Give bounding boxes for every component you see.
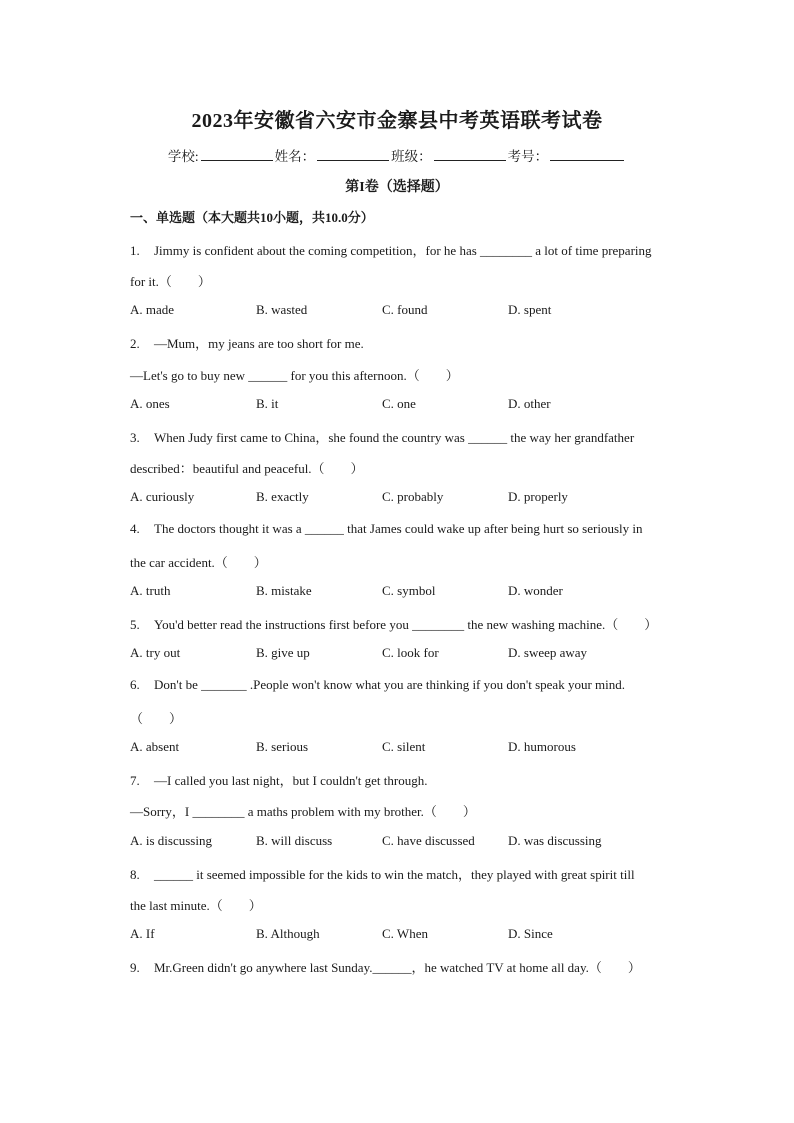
question-2-text-1: —Mum，my jeans are too short for me. bbox=[154, 336, 364, 351]
question-3-option-b[interactable]: B. exactly bbox=[256, 489, 309, 504]
question-4-line-1 bbox=[130, 521, 642, 537]
question-7-line-1 bbox=[130, 770, 428, 789]
question-5-text-1: You'd better read the instructions first before you ________ the new washing machine.（ ） bbox=[154, 617, 658, 632]
question-6-number: 6. bbox=[130, 677, 140, 692]
question-1-option-b[interactable]: B. wasted bbox=[256, 302, 308, 317]
question-2-option-a[interactable]: A. ones bbox=[130, 396, 170, 411]
question-9-text-1: Mr.Green didn't go anywhere last Sunday.______，he watched TV at home all day.（ ） bbox=[154, 960, 641, 975]
question-3-option-d[interactable]: D. properly bbox=[508, 489, 568, 504]
question-5-option-d[interactable]: D. sweep away bbox=[508, 645, 588, 660]
question-8-number: 8. bbox=[130, 867, 140, 882]
question-4-line-2: the car accident.（ ） bbox=[130, 555, 267, 570]
question-3-option-a[interactable]: A. curiously bbox=[130, 489, 195, 504]
question-7-number: 7. bbox=[130, 773, 140, 788]
question-6-option-d[interactable]: D. humorous bbox=[508, 739, 576, 754]
question-5-line-1 bbox=[130, 614, 657, 633]
question-4-option-d[interactable]: D. wonder bbox=[508, 583, 563, 598]
question-1-option-a[interactable]: A. made bbox=[130, 302, 175, 317]
question-4-text-1: The doctors thought it was a ______ that James could wake up after being hurt so seriously in bbox=[154, 521, 643, 536]
question-9-line-1 bbox=[130, 957, 641, 976]
question-5-option-a[interactable]: A. try out bbox=[130, 645, 181, 660]
question-7-option-d[interactable]: D. was discussing bbox=[508, 833, 602, 848]
question-2-line-2: —Let's go to buy new ______ for you this afternoon.（ ） bbox=[130, 368, 459, 383]
question-4-number: 4. bbox=[130, 521, 140, 536]
question-1-line-2: for it.（ ） bbox=[130, 274, 211, 289]
question-7-option-a[interactable]: A. is discussing bbox=[130, 833, 212, 848]
student-info-line bbox=[0, 145, 794, 165]
exam-no-label: 考号： bbox=[507, 149, 549, 164]
question-8-option-b[interactable]: B. Although bbox=[256, 926, 320, 941]
question-3-number: 3. bbox=[130, 430, 140, 445]
question-6-line-1 bbox=[130, 677, 625, 693]
question-7-line-2: —Sorry，I ________ a maths problem with my brother.（ ） bbox=[130, 804, 476, 819]
question-7-option-c[interactable]: C. have discussed bbox=[382, 833, 475, 848]
question-2-option-b[interactable]: B. it bbox=[256, 396, 279, 411]
question-2-option-d[interactable]: D. other bbox=[508, 396, 551, 411]
question-7-option-b[interactable]: B. will discuss bbox=[256, 833, 333, 848]
question-4-option-a[interactable]: A. truth bbox=[130, 583, 171, 598]
exam-no-blank[interactable] bbox=[550, 147, 624, 161]
question-8-line-1 bbox=[130, 864, 635, 883]
question-3-text-1: When Judy first came to China，she found the country was ______ the way her grandfather bbox=[154, 430, 635, 445]
section-title: 一、单选题（本大题共10小题，共10.0分） bbox=[130, 210, 374, 225]
question-8-option-c[interactable]: C. When bbox=[382, 926, 428, 941]
exam-title: 2023年安徽省六安市金寨县中考英语联考试卷 bbox=[191, 110, 603, 132]
question-2-option-c[interactable]: C. one bbox=[382, 396, 416, 411]
question-2-number: 2. bbox=[130, 336, 140, 351]
question-1-number: 1. bbox=[130, 243, 140, 258]
school-blank[interactable] bbox=[201, 147, 273, 161]
question-6-option-b[interactable]: B. serious bbox=[256, 739, 308, 754]
question-6-line-2: （ ） bbox=[130, 711, 183, 726]
question-5-option-b[interactable]: B. give up bbox=[256, 645, 310, 660]
question-3-option-c[interactable]: C. probably bbox=[382, 489, 444, 504]
question-9-number: 9. bbox=[130, 960, 140, 975]
question-8-line-2: the last minute.（ ） bbox=[130, 898, 262, 913]
question-5-option-c[interactable]: C. look for bbox=[382, 645, 439, 660]
school-label: 学校: bbox=[167, 149, 199, 164]
part-title: 第I卷（选择题） bbox=[345, 180, 449, 195]
name-label: 姓名： bbox=[274, 149, 316, 164]
question-3-line-1 bbox=[130, 427, 634, 446]
question-1-option-c[interactable]: C. found bbox=[382, 302, 428, 317]
question-6-option-a[interactable]: A. absent bbox=[130, 739, 180, 754]
question-5-number: 5. bbox=[130, 617, 140, 632]
question-4-option-b[interactable]: B. mistake bbox=[256, 583, 312, 598]
class-label: 班级： bbox=[391, 149, 432, 164]
question-6-text-1: Don't be _______ .People won't know what you are thinking if you don't speak your mind. bbox=[154, 677, 625, 692]
question-7-text-1: —I called you last night，but I couldn't get through. bbox=[154, 773, 428, 788]
question-1-line-1 bbox=[130, 240, 652, 259]
question-1-text-1: Jimmy is confident about the coming competition，for he has ________ a lot of time preparing bbox=[154, 243, 652, 258]
question-3-line-2: described：beautiful and peaceful.（ ） bbox=[130, 461, 364, 476]
name-blank[interactable] bbox=[317, 147, 389, 161]
question-6-option-c[interactable]: C. silent bbox=[382, 739, 426, 754]
question-4-option-c[interactable]: C. symbol bbox=[382, 583, 436, 598]
question-1-option-d[interactable]: D. spent bbox=[508, 302, 552, 317]
question-8-option-a[interactable]: A. If bbox=[130, 926, 155, 941]
question-8-option-d[interactable]: D. Since bbox=[508, 926, 553, 941]
question-8-text-1: ______ it seemed impossible for the kids to win the match，they played with great spirit till bbox=[154, 867, 635, 882]
class-blank[interactable] bbox=[434, 147, 506, 161]
question-2-line-1 bbox=[130, 333, 364, 352]
